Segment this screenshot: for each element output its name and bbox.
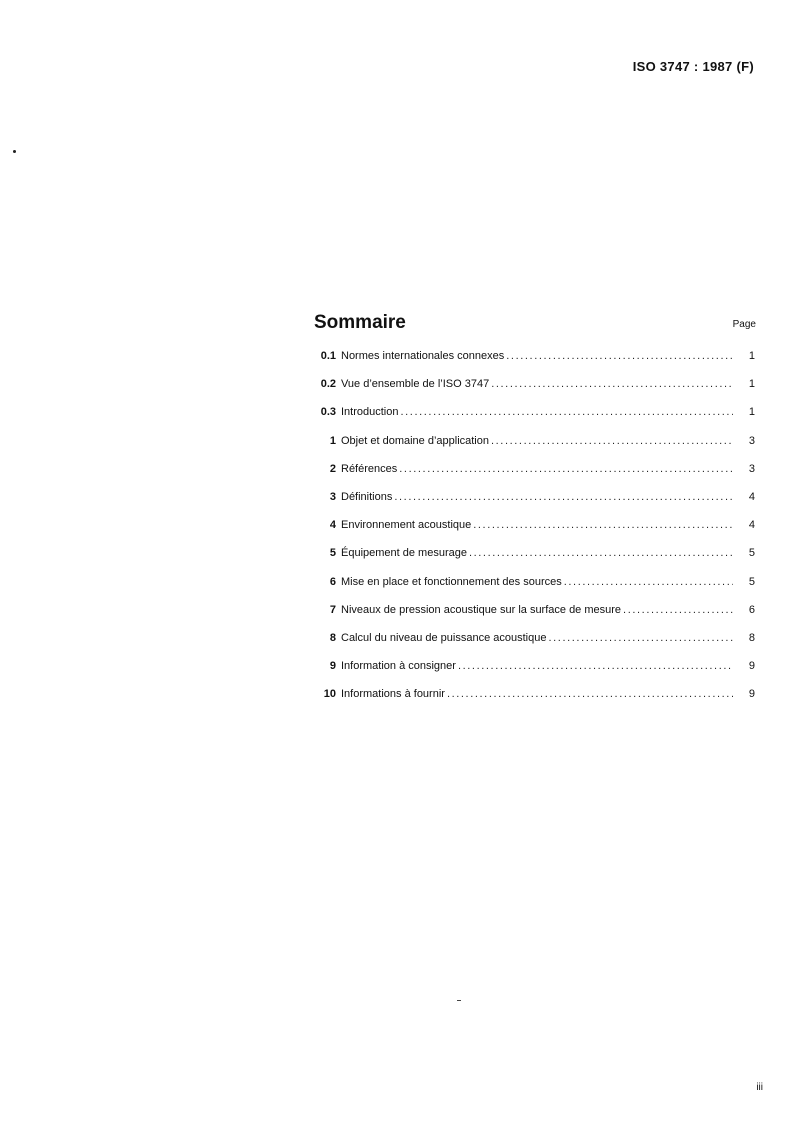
dot-leader: [491, 374, 733, 394]
toc-title: Sommaire: [314, 312, 406, 333]
print-speck: [13, 150, 16, 153]
document-reference: ISO 3747 : 1987 (F): [632, 59, 754, 74]
toc-entry-label: Informations à fournir: [341, 688, 445, 701]
toc-entry[interactable]: [305, 684, 757, 712]
toc-entry-page: 6: [748, 603, 755, 616]
dot-leader: [548, 628, 733, 648]
toc-entry-page: 4: [748, 490, 755, 503]
toc-entry[interactable]: [305, 543, 757, 571]
toc-entry-number: 6: [329, 575, 336, 588]
toc-entry-label: Mise en place et fonctionnement des sources: [341, 575, 562, 588]
dot-leader: [447, 684, 733, 704]
dot-leader: [394, 487, 733, 507]
toc-entry-number: 0.1: [320, 350, 336, 362]
table-of-contents: [305, 346, 757, 712]
toc-entry-label: Définitions: [341, 490, 393, 503]
toc-entry-page: 5: [748, 547, 755, 560]
dot-leader: [506, 346, 733, 366]
toc-entry-page: 4: [748, 519, 755, 532]
dot-leader: [623, 600, 733, 620]
toc-entry[interactable]: [305, 402, 757, 430]
toc-entry[interactable]: [305, 572, 757, 600]
dot-leader: [458, 656, 733, 676]
toc-entry[interactable]: [305, 374, 757, 402]
toc-entry-number: 5: [329, 547, 336, 560]
toc-entry-page: 9: [748, 688, 755, 701]
toc-entry-page: 3: [748, 462, 755, 475]
toc-entry-label: Équipement de mesurage: [341, 547, 467, 560]
toc-entry-number: 2: [329, 462, 336, 475]
toc-entry-page: 3: [748, 434, 755, 447]
toc-entry-label: Vue d’ensemble de l’ISO 3747: [341, 378, 490, 391]
toc-entry-number: 8: [329, 631, 336, 644]
toc-entry-number: 9: [329, 660, 336, 673]
toc-entry[interactable]: [305, 628, 757, 656]
dot-leader: [400, 402, 733, 422]
print-mark: [457, 1000, 461, 1001]
toc-entry-page: 8: [748, 631, 755, 644]
toc-entry[interactable]: [305, 459, 757, 487]
toc-entry-page: 1: [748, 350, 755, 362]
toc-entry-label: Calcul du niveau de puissance acoustique: [341, 631, 547, 644]
dot-leader: [473, 515, 733, 535]
toc-entry-number: 7: [329, 603, 336, 616]
toc-entry[interactable]: [305, 346, 757, 374]
toc-entry-number: 0.2: [320, 378, 336, 391]
dot-leader: [469, 543, 733, 563]
toc-entry-label: Environnement acoustique: [341, 519, 472, 532]
toc-entry-label: Normes internationales connexes: [341, 350, 505, 362]
toc-page-column-label: Page: [732, 319, 756, 330]
toc-entry-label: Références: [341, 462, 398, 475]
toc-entry-number: 0.3: [320, 406, 336, 419]
toc-entry-page: 1: [748, 378, 755, 391]
page-number: iii: [756, 1082, 763, 1093]
toc-entry-page: 1: [748, 406, 755, 419]
dot-leader: [399, 459, 733, 479]
toc-entry-number: 3: [329, 490, 336, 503]
toc-entry[interactable]: [305, 515, 757, 543]
toc-entry[interactable]: [305, 600, 757, 628]
toc-entry-page: 5: [748, 575, 755, 588]
toc-entry-label: Niveaux de pression acoustique sur la surface de mesure: [341, 603, 622, 616]
toc-entry-label: Introduction: [341, 406, 399, 419]
toc-entry-label: Information à consigner: [341, 660, 456, 673]
toc-entry-label: Objet et domaine d’application: [341, 434, 489, 447]
toc-entry-number: 1: [329, 434, 336, 447]
toc-entry-number: 4: [329, 519, 336, 532]
dot-leader: [491, 431, 733, 451]
dot-leader: [564, 572, 733, 592]
toc-entry-page: 9: [748, 660, 755, 673]
toc-entry[interactable]: [305, 431, 757, 459]
toc-entry-number: 10: [323, 688, 336, 701]
toc-entry[interactable]: [305, 487, 757, 515]
toc-entry[interactable]: [305, 656, 757, 684]
